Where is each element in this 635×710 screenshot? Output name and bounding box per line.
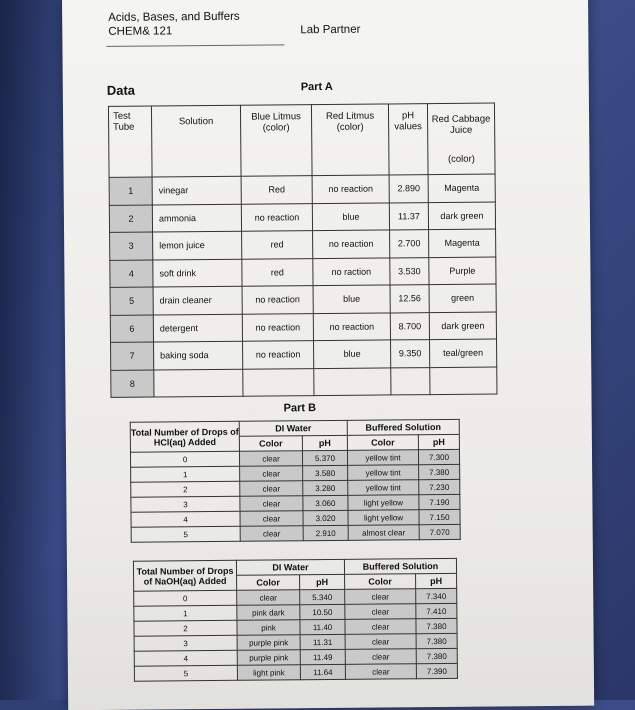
di-water-ph: 5.340 bbox=[300, 589, 345, 604]
hcl-buf-color-header: Color bbox=[347, 435, 418, 451]
blue-litmus-result: red bbox=[242, 231, 313, 259]
naoh-di-ph-header: pH bbox=[300, 574, 345, 589]
tube-number: 8 bbox=[111, 370, 154, 398]
drops-count: 2 bbox=[134, 620, 237, 636]
ph-value: 2.700 bbox=[390, 230, 429, 258]
red-litmus-result: no reaction bbox=[313, 312, 390, 340]
part-a-table bbox=[108, 103, 498, 398]
ph-value: 8.700 bbox=[390, 312, 429, 340]
buffer-color: yellow tint bbox=[347, 450, 418, 466]
part-a-row bbox=[111, 339, 497, 370]
ph-value: 12.56 bbox=[390, 285, 429, 313]
di-water-ph: 3.580 bbox=[303, 465, 348, 480]
di-water-ph: 11.64 bbox=[300, 664, 345, 679]
buffer-color: clear bbox=[345, 649, 416, 665]
solution-name: detergent bbox=[153, 314, 242, 342]
drops-count: 3 bbox=[131, 496, 240, 512]
part-a-row bbox=[109, 202, 495, 233]
drops-count: 5 bbox=[131, 526, 240, 542]
ph-value: 3.530 bbox=[390, 257, 429, 285]
drops-count: 4 bbox=[131, 511, 240, 527]
hcl-table bbox=[130, 419, 461, 543]
red-litmus-result bbox=[314, 367, 391, 395]
blue-litmus-result bbox=[243, 368, 314, 396]
blue-litmus-result: no reaction bbox=[242, 313, 313, 341]
red-litmus-result: no raction bbox=[313, 257, 390, 285]
buffer-ph: 7.410 bbox=[416, 603, 457, 618]
header-cabbage-unit: (color) bbox=[447, 153, 475, 165]
part-a-row bbox=[110, 312, 496, 343]
lab-partner-label: Lab Partner bbox=[300, 23, 361, 37]
solution-name bbox=[154, 369, 243, 397]
background-shadow bbox=[0, 0, 60, 700]
di-water-color: pink dark bbox=[237, 605, 300, 621]
header-blue-litmus: Blue Litmus (color) bbox=[240, 105, 312, 177]
di-water-ph: 3.020 bbox=[303, 510, 348, 525]
di-water-color: clear bbox=[240, 496, 303, 512]
drops-count: 1 bbox=[134, 605, 237, 621]
hcl-di-color-header: Color bbox=[239, 436, 302, 452]
buffer-color: clear bbox=[345, 664, 416, 680]
cabbage-juice-color bbox=[430, 367, 497, 395]
part-a-row bbox=[110, 229, 496, 260]
di-water-ph: 11.31 bbox=[300, 634, 345, 649]
solution-name: ammonia bbox=[152, 204, 241, 232]
ph-value: 2.890 bbox=[389, 175, 428, 203]
drops-count: 0 bbox=[134, 590, 237, 606]
ph-value: 11.37 bbox=[389, 202, 428, 230]
part-a-row bbox=[111, 367, 497, 398]
di-water-ph: 2.910 bbox=[303, 525, 348, 540]
tube-number: 1 bbox=[109, 177, 152, 205]
buffer-color: yellow tint bbox=[348, 465, 419, 481]
buffer-color: almost clear bbox=[348, 525, 419, 541]
drops-count: 3 bbox=[134, 635, 237, 651]
solution-name: baking soda bbox=[154, 341, 243, 369]
tube-number: 2 bbox=[109, 205, 152, 233]
drops-count: 5 bbox=[134, 665, 237, 681]
cabbage-juice-color: teal/green bbox=[430, 339, 497, 367]
buffer-ph: 7.380 bbox=[416, 618, 457, 633]
blue-litmus-result: no reaction bbox=[241, 203, 312, 231]
hcl-row bbox=[131, 524, 460, 542]
header-red-litmus: Red Litmus (color) bbox=[311, 104, 389, 176]
data-heading: Data bbox=[106, 82, 136, 98]
naoh-buf-ph-header: pH bbox=[416, 573, 457, 588]
hcl-buf-ph-header: pH bbox=[418, 434, 459, 449]
naoh-drops-header: Total Number of Drops of NaOH(aq) Added bbox=[133, 560, 236, 591]
di-water-ph: 3.060 bbox=[303, 495, 348, 510]
header-solution: Solution bbox=[151, 105, 241, 177]
red-litmus-result: no reaction bbox=[313, 230, 390, 258]
solution-name: lemon juice bbox=[153, 231, 242, 259]
tube-number: 3 bbox=[110, 232, 153, 260]
drops-count: 2 bbox=[131, 481, 240, 497]
buffer-ph: 7.070 bbox=[419, 524, 460, 539]
di-water-ph: 3.280 bbox=[303, 480, 348, 495]
buffer-ph: 7.300 bbox=[418, 449, 459, 464]
name-line bbox=[106, 44, 284, 47]
tube-number: 5 bbox=[110, 287, 153, 315]
blue-litmus-result: red bbox=[242, 258, 313, 286]
ph-value bbox=[391, 367, 430, 395]
buffer-color: light yellow bbox=[348, 510, 419, 526]
di-water-color: clear bbox=[239, 451, 302, 467]
header-cabbage-label: Red Cabbage Juice bbox=[431, 113, 491, 136]
hcl-di-ph-header: pH bbox=[302, 435, 347, 450]
hcl-drops-header: Total Number of Drops of HCl(aq) Added bbox=[130, 421, 239, 452]
buffer-ph: 7.340 bbox=[416, 588, 457, 603]
di-water-ph: 10.50 bbox=[300, 604, 345, 619]
cabbage-juice-color: green bbox=[429, 284, 496, 312]
buffer-ph: 7.230 bbox=[419, 479, 460, 494]
di-water-color: clear bbox=[237, 590, 300, 606]
lab-worksheet-page bbox=[62, 0, 594, 710]
hcl-buffer-header: Buffered Solution bbox=[347, 419, 459, 435]
red-litmus-result: no reaction bbox=[312, 175, 389, 203]
naoh-di-color-header: Color bbox=[237, 575, 300, 591]
part-a-row bbox=[109, 174, 495, 205]
cabbage-juice-color: Magenta bbox=[429, 229, 496, 257]
di-water-color: clear bbox=[240, 526, 303, 542]
buffer-color: clear bbox=[345, 589, 416, 605]
di-water-color: clear bbox=[240, 511, 303, 527]
red-litmus-result: blue bbox=[314, 340, 391, 368]
cabbage-juice-color: Purple bbox=[429, 257, 496, 285]
naoh-di-header: DI Water bbox=[236, 559, 344, 575]
part-a-heading: Part A bbox=[300, 80, 333, 94]
solution-name: vinegar bbox=[152, 176, 241, 204]
naoh-row bbox=[134, 663, 457, 681]
header-ph: pH values bbox=[388, 104, 428, 175]
drops-count: 1 bbox=[131, 466, 240, 482]
tube-number: 4 bbox=[110, 260, 153, 288]
buffer-color: clear bbox=[345, 604, 416, 620]
di-water-ph: 11.49 bbox=[300, 649, 345, 664]
solution-name: drain cleaner bbox=[153, 286, 242, 314]
blue-litmus-result: no reaction bbox=[242, 286, 313, 314]
part-b-heading: Part B bbox=[283, 402, 317, 415]
solution-name: soft drink bbox=[153, 259, 242, 287]
buffer-color: light yellow bbox=[348, 495, 419, 511]
di-water-ph: 5.370 bbox=[302, 450, 347, 465]
part-a-row bbox=[110, 257, 496, 288]
header-test-tube: Test Tube bbox=[108, 106, 152, 177]
di-water-color: purple pink bbox=[237, 650, 300, 666]
naoh-buf-color-header: Color bbox=[345, 574, 416, 590]
course-code: CHEM& 121 bbox=[108, 25, 173, 38]
buffer-color: yellow tint bbox=[348, 480, 419, 496]
blue-litmus-result: Red bbox=[241, 176, 312, 204]
tube-number: 7 bbox=[111, 342, 154, 370]
cabbage-juice-color: Magenta bbox=[428, 174, 495, 202]
buffer-color: clear bbox=[345, 619, 416, 635]
header-cabbage bbox=[427, 103, 495, 175]
drops-count: 0 bbox=[130, 451, 239, 467]
blue-litmus-result: no reaction bbox=[243, 341, 314, 369]
di-water-color: clear bbox=[240, 481, 303, 497]
ph-value: 9.350 bbox=[391, 340, 430, 368]
buffer-ph: 7.380 bbox=[416, 648, 457, 663]
cabbage-juice-color: dark green bbox=[428, 202, 495, 230]
naoh-buffer-header: Buffered Solution bbox=[344, 558, 456, 574]
cabbage-juice-color: dark green bbox=[429, 312, 496, 340]
worksheet-title: Acids, Bases, and Buffers bbox=[108, 10, 240, 24]
buffer-ph: 7.150 bbox=[419, 509, 460, 524]
tube-number: 6 bbox=[110, 315, 153, 343]
buffer-ph: 7.190 bbox=[419, 494, 460, 509]
drops-count: 4 bbox=[134, 650, 237, 666]
buffer-ph: 7.390 bbox=[416, 663, 457, 678]
di-water-ph: 11.40 bbox=[300, 619, 345, 634]
buffer-ph: 7.380 bbox=[416, 633, 457, 648]
di-water-color: clear bbox=[240, 466, 303, 482]
part-a-row bbox=[110, 284, 496, 315]
buffer-ph: 7.380 bbox=[419, 464, 460, 479]
di-water-color: light pink bbox=[237, 665, 300, 681]
buffer-color: clear bbox=[345, 634, 416, 650]
hcl-di-header: DI Water bbox=[239, 420, 347, 436]
red-litmus-result: blue bbox=[313, 285, 390, 313]
naoh-table bbox=[133, 558, 458, 682]
red-litmus-result: blue bbox=[312, 202, 389, 230]
di-water-color: purple pink bbox=[237, 635, 300, 651]
di-water-color: pink bbox=[237, 620, 300, 636]
